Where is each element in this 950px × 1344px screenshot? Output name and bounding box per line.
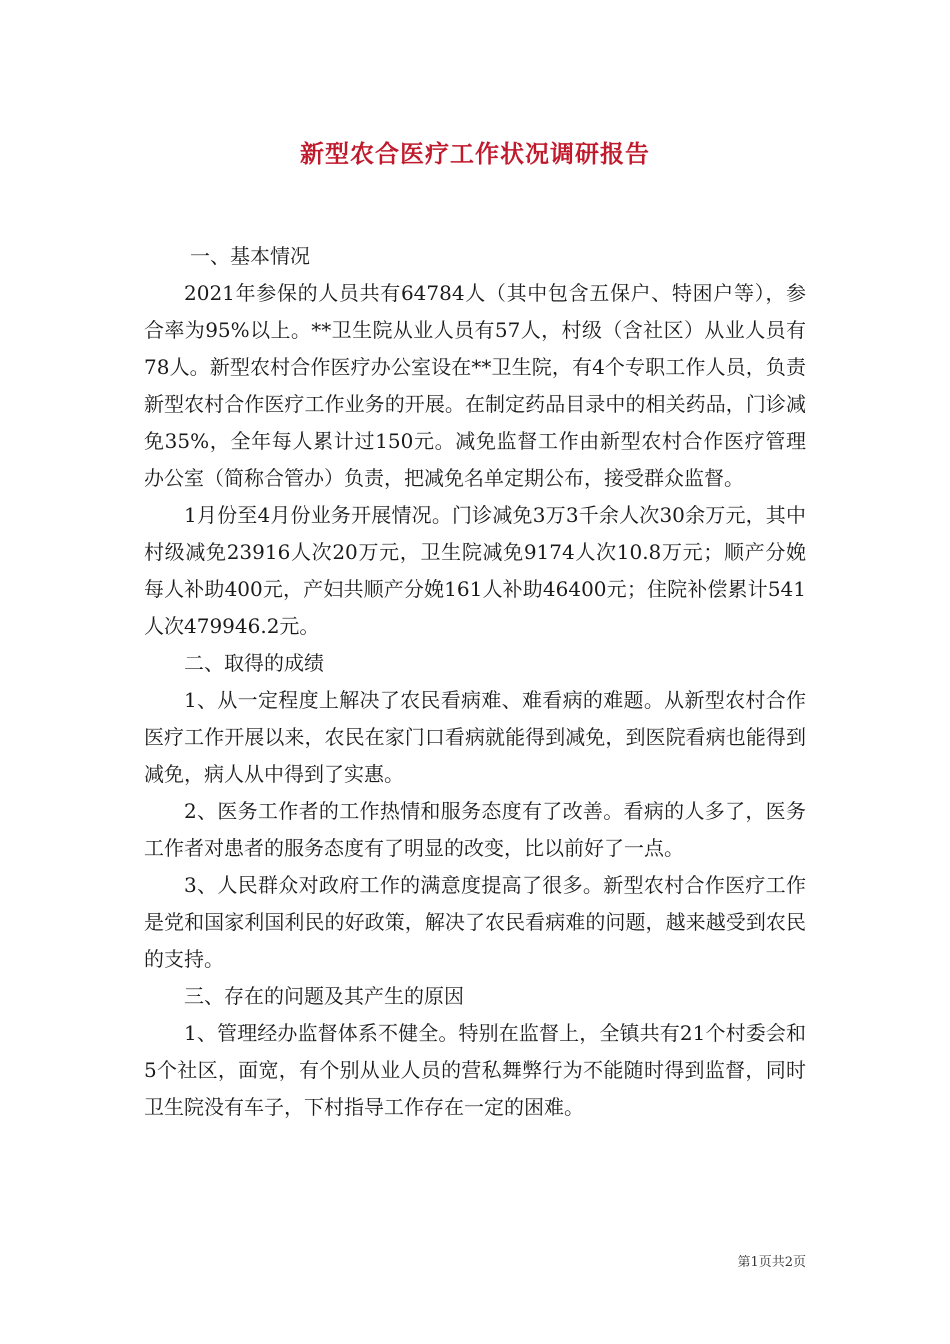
paragraph-problem-1: 1、管理经办监督体系不健全。特别在监督上，全镇共有21个村委会和5个社区，面宽，有个别从业人员的营私舞弊行为不能随时得到监督，同时卫生院没有车子，下村指导工作存在一定的困难。 — [144, 1021, 806, 1119]
paragraph-enrollment: 2021年参保的人员共有64784人（其中包含五保户、特困户等），参合率为95%以上。**卫生院从业人员有57人，村级（含社区）从业人员有78人。新型农村合作医疗办公室设在**卫生院，有4个专职工作人员，负责新型农村合作医疗工作业务的开展。在制定药品目录中的相关药品，门诊减免35%，全年每人累计过150元。减免监督工作由新型农村合作医疗管理办公室（简称合管办）负责，把减免名单定期公布，接受群众监督。 — [144, 281, 806, 490]
section-heading-achievements: 二、取得的成绩 — [184, 651, 324, 675]
section-heading-basic: 一、基本情况 — [190, 244, 310, 268]
page-indicator: 第1页共2页 — [737, 1255, 806, 1270]
paragraph-achievement-1: 1、从一定程度上解决了农民看病难、难看病的难题。从新型农村合作医疗工作开展以来，农民在家门口看病就能得到减免，到医院看病也能得到减免，病人从中得到了实惠。 — [144, 688, 806, 786]
paragraph-achievement-3: 3、人民群众对政府工作的满意度提高了很多。新型农村合作医疗工作是党和国家利国利民的好政策，解决了农民看病难的问题，越来越受到农民的支持。 — [144, 873, 806, 971]
paragraph-achievement-2: 2、医务工作者的工作热情和服务态度有了改善。看病的人多了，医务工作者对患者的服务态度有了明显的改变，比以前好了一点。 — [144, 799, 806, 860]
paragraph-business-status: 1月份至4月份业务开展情况。门诊减免3万3千余人次30余万元，其中村级减免23916人次20万元，卫生院减免9174人次10.8万元；顺产分娩每人补助400元，产妇共顺产分娩161人补助46400元；住院补偿累计541人次479946.2元。 — [144, 503, 806, 638]
section-heading-problems: 三、存在的问题及其产生的原因 — [184, 984, 464, 1008]
document-title: 新型农合医疗工作状况调研报告 — [300, 139, 650, 168]
document-body — [144, 238, 806, 1126]
